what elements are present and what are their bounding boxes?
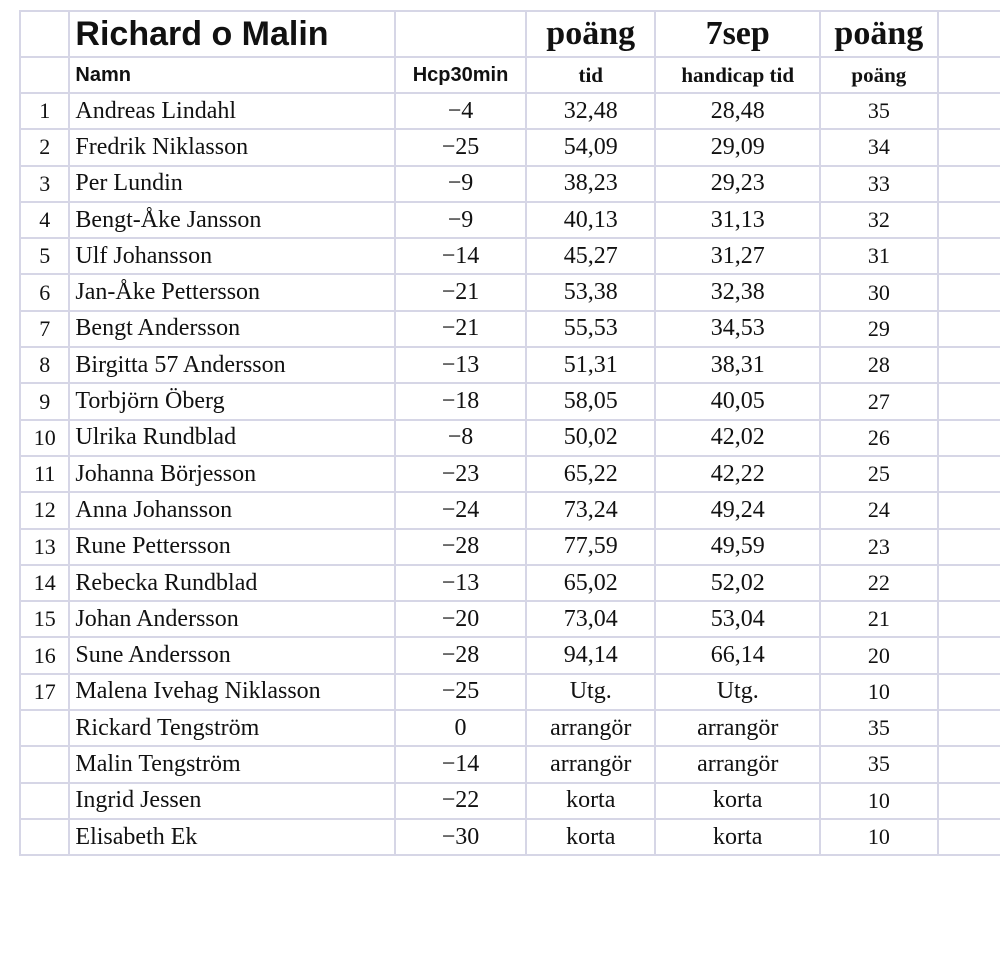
table-row xyxy=(20,529,1000,565)
header-tid[interactable]: tid xyxy=(526,57,655,93)
handicap-time-value[interactable]: 31,27 xyxy=(655,238,820,274)
time-value[interactable]: 38,23 xyxy=(526,166,655,202)
time-value[interactable]: Utg. xyxy=(526,674,655,710)
points-value[interactable]: 25 xyxy=(820,456,937,492)
player-name[interactable]: Johan Andersson xyxy=(69,601,395,637)
cell-empty[interactable] xyxy=(938,274,1000,310)
player-name[interactable]: Rickard Tengström xyxy=(69,710,395,746)
handicap-time-value[interactable]: 40,05 xyxy=(655,383,820,419)
hcp-value[interactable]: −30 xyxy=(395,819,526,855)
row-number[interactable]: 13 xyxy=(20,529,69,565)
points-value[interactable]: 35 xyxy=(820,746,937,782)
time-value[interactable]: 73,24 xyxy=(526,492,655,528)
table-row xyxy=(20,238,1000,274)
hcp-value[interactable]: −22 xyxy=(395,783,526,819)
points-value[interactable]: 20 xyxy=(820,637,937,673)
time-value[interactable]: 40,13 xyxy=(526,202,655,238)
title-row xyxy=(20,11,1000,57)
handicap-time-value[interactable]: 52,02 xyxy=(655,565,820,601)
row-number[interactable] xyxy=(20,783,69,819)
time-value[interactable]: 65,02 xyxy=(526,565,655,601)
handicap-time-value[interactable]: korta xyxy=(655,819,820,855)
points-value[interactable]: 10 xyxy=(820,783,937,819)
table-row xyxy=(20,274,1000,310)
cell-empty[interactable] xyxy=(938,710,1000,746)
handicap-time-value[interactable]: korta xyxy=(655,783,820,819)
hcp-value[interactable]: −8 xyxy=(395,420,526,456)
player-name[interactable]: Anna Johansson xyxy=(69,492,395,528)
sheet-title[interactable]: Richard o Malin xyxy=(69,11,395,57)
player-name[interactable]: Rebecka Rundblad xyxy=(69,565,395,601)
points-value[interactable]: 35 xyxy=(820,710,937,746)
table-row xyxy=(20,420,1000,456)
points-value[interactable]: 27 xyxy=(820,383,937,419)
table-row xyxy=(20,819,1000,855)
table-row xyxy=(20,710,1000,746)
handicap-time-value[interactable]: 29,23 xyxy=(655,166,820,202)
hcp-value[interactable]: −14 xyxy=(395,238,526,274)
handicap-time-value[interactable]: arrangör xyxy=(655,746,820,782)
hcp-value[interactable]: −25 xyxy=(395,129,526,165)
handicap-time-value[interactable]: 32,38 xyxy=(655,274,820,310)
row-number[interactable]: 7 xyxy=(20,311,69,347)
time-value[interactable]: korta xyxy=(526,819,655,855)
handicap-time-value[interactable]: 42,02 xyxy=(655,420,820,456)
row-number[interactable] xyxy=(20,819,69,855)
row-number[interactable]: 1 xyxy=(20,93,69,129)
cell-empty[interactable] xyxy=(20,57,69,93)
time-value[interactable]: korta xyxy=(526,783,655,819)
row-number[interactable]: 15 xyxy=(20,601,69,637)
points-value[interactable]: 24 xyxy=(820,492,937,528)
results-table-body xyxy=(20,11,1000,855)
cell-empty[interactable] xyxy=(938,93,1000,129)
cell-empty[interactable] xyxy=(938,674,1000,710)
hcp-value[interactable]: −14 xyxy=(395,746,526,782)
table-row xyxy=(20,129,1000,165)
cell-empty[interactable] xyxy=(938,11,1000,57)
handicap-time-value[interactable]: 31,13 xyxy=(655,202,820,238)
row-number[interactable]: 12 xyxy=(20,492,69,528)
cell-empty[interactable] xyxy=(938,311,1000,347)
time-value[interactable]: arrangör xyxy=(526,746,655,782)
cell-empty[interactable] xyxy=(395,11,526,57)
table-row xyxy=(20,601,1000,637)
points-value[interactable]: 22 xyxy=(820,565,937,601)
handicap-time-value[interactable]: 66,14 xyxy=(655,637,820,673)
row-number[interactable]: 11 xyxy=(20,456,69,492)
row-number[interactable]: 5 xyxy=(20,238,69,274)
table-row xyxy=(20,311,1000,347)
handicap-time-value[interactable]: 28,48 xyxy=(655,93,820,129)
row-number[interactable]: 8 xyxy=(20,347,69,383)
cell-empty[interactable] xyxy=(938,565,1000,601)
handicap-time-value[interactable]: 42,22 xyxy=(655,456,820,492)
player-name[interactable]: Fredrik Niklasson xyxy=(69,129,395,165)
table-row xyxy=(20,383,1000,419)
hcp-value[interactable]: −18 xyxy=(395,383,526,419)
hcp-value[interactable]: −9 xyxy=(395,202,526,238)
time-value[interactable]: 45,27 xyxy=(526,238,655,274)
player-name[interactable]: Birgitta 57 Andersson xyxy=(69,347,395,383)
time-value[interactable]: 54,09 xyxy=(526,129,655,165)
time-value[interactable]: 53,38 xyxy=(526,274,655,310)
cell-empty[interactable] xyxy=(938,420,1000,456)
cell-empty[interactable] xyxy=(938,637,1000,673)
cell-empty[interactable] xyxy=(938,601,1000,637)
column-header-row xyxy=(20,57,1000,93)
player-name[interactable]: Per Lundin xyxy=(69,166,395,202)
player-name[interactable]: Bengt-Åke Jansson xyxy=(69,202,395,238)
row-number[interactable] xyxy=(20,710,69,746)
time-value[interactable]: 51,31 xyxy=(526,347,655,383)
handicap-time-value[interactable]: 49,24 xyxy=(655,492,820,528)
points-value[interactable]: 26 xyxy=(820,420,937,456)
player-name[interactable]: Rune Pettersson xyxy=(69,529,395,565)
player-name[interactable]: Andreas Lindahl xyxy=(69,93,395,129)
player-name[interactable]: Malin Tengström xyxy=(69,746,395,782)
hcp-value[interactable]: −21 xyxy=(395,311,526,347)
player-name[interactable]: Ulrika Rundblad xyxy=(69,420,395,456)
time-value[interactable]: 55,53 xyxy=(526,311,655,347)
table-row xyxy=(20,456,1000,492)
hcp-value[interactable]: −9 xyxy=(395,166,526,202)
table-row xyxy=(20,674,1000,710)
player-name[interactable]: Sune Andersson xyxy=(69,637,395,673)
cell-empty[interactable] xyxy=(938,783,1000,819)
header-points[interactable]: poäng xyxy=(820,57,937,93)
cell-empty[interactable] xyxy=(938,57,1000,93)
cell-empty[interactable] xyxy=(938,129,1000,165)
player-name[interactable]: Torbjörn Öberg xyxy=(69,383,395,419)
handicap-time-value[interactable]: Utg. xyxy=(655,674,820,710)
table-row xyxy=(20,166,1000,202)
hcp-value[interactable]: 0 xyxy=(395,710,526,746)
table-row xyxy=(20,565,1000,601)
points-value[interactable]: 31 xyxy=(820,238,937,274)
time-value[interactable]: 50,02 xyxy=(526,420,655,456)
table-row xyxy=(20,637,1000,673)
cell-empty[interactable] xyxy=(938,347,1000,383)
row-number[interactable]: 6 xyxy=(20,274,69,310)
table-row xyxy=(20,93,1000,129)
cell-empty[interactable] xyxy=(938,166,1000,202)
points-value[interactable]: 34 xyxy=(820,129,937,165)
time-value[interactable]: 94,14 xyxy=(526,637,655,673)
hcp-value[interactable]: −28 xyxy=(395,637,526,673)
time-value[interactable]: 73,04 xyxy=(526,601,655,637)
row-number[interactable]: 10 xyxy=(20,420,69,456)
points-value[interactable]: 28 xyxy=(820,347,937,383)
row-number[interactable]: 3 xyxy=(20,166,69,202)
points-value[interactable]: 32 xyxy=(820,202,937,238)
handicap-time-value[interactable]: 53,04 xyxy=(655,601,820,637)
cell-empty[interactable] xyxy=(938,492,1000,528)
time-value[interactable]: 77,59 xyxy=(526,529,655,565)
time-value[interactable]: 65,22 xyxy=(526,456,655,492)
header-name[interactable]: Namn xyxy=(69,57,395,93)
points-value[interactable]: 21 xyxy=(820,601,937,637)
handicap-time-value[interactable]: 38,31 xyxy=(655,347,820,383)
handicap-time-value[interactable]: arrangör xyxy=(655,710,820,746)
player-name[interactable]: Ingrid Jessen xyxy=(69,783,395,819)
handicap-time-value[interactable]: 34,53 xyxy=(655,311,820,347)
cell-empty[interactable] xyxy=(938,238,1000,274)
hcp-value[interactable]: −28 xyxy=(395,529,526,565)
player-name[interactable]: Bengt Andersson xyxy=(69,311,395,347)
points-value[interactable]: 35 xyxy=(820,93,937,129)
handicap-time-value[interactable]: 49,59 xyxy=(655,529,820,565)
table-row xyxy=(20,492,1000,528)
hcp-value[interactable]: −25 xyxy=(395,674,526,710)
points-value[interactable]: 23 xyxy=(820,529,937,565)
player-name[interactable]: Johanna Börjesson xyxy=(69,456,395,492)
hcp-value[interactable]: −24 xyxy=(395,492,526,528)
results-table xyxy=(19,10,1000,856)
time-value[interactable]: 32,48 xyxy=(526,93,655,129)
points-value[interactable]: 10 xyxy=(820,819,937,855)
player-name[interactable]: Elisabeth Ek xyxy=(69,819,395,855)
time-value[interactable]: 58,05 xyxy=(526,383,655,419)
hcp-value[interactable]: −21 xyxy=(395,274,526,310)
points-value[interactable]: 33 xyxy=(820,166,937,202)
row-number[interactable] xyxy=(20,746,69,782)
cell-empty[interactable] xyxy=(20,11,69,57)
row-number[interactable]: 17 xyxy=(20,674,69,710)
cell-empty[interactable] xyxy=(938,456,1000,492)
row-number[interactable]: 2 xyxy=(20,129,69,165)
hcp-value[interactable]: −4 xyxy=(395,93,526,129)
header-handicap[interactable]: handicap tid xyxy=(655,57,820,93)
player-name[interactable]: Malena Ivehag Niklasson xyxy=(69,674,395,710)
time-value[interactable]: arrangör xyxy=(526,710,655,746)
table-row xyxy=(20,746,1000,782)
header-hcp[interactable]: Hcp30min xyxy=(395,57,526,93)
row-number[interactable]: 9 xyxy=(20,383,69,419)
row-number[interactable]: 14 xyxy=(20,565,69,601)
hcp-value[interactable]: −13 xyxy=(395,565,526,601)
row-number[interactable]: 16 xyxy=(20,637,69,673)
hcp-value[interactable]: −13 xyxy=(395,347,526,383)
header-points-top[interactable]: poäng xyxy=(820,11,937,57)
cell-empty[interactable] xyxy=(938,383,1000,419)
cell-empty[interactable] xyxy=(938,746,1000,782)
row-number[interactable]: 4 xyxy=(20,202,69,238)
header-tid-top[interactable]: poäng xyxy=(526,11,655,57)
spreadsheet xyxy=(19,10,1000,856)
cell-empty[interactable] xyxy=(938,529,1000,565)
header-handicap-top[interactable]: 7sep xyxy=(655,11,820,57)
table-row xyxy=(20,783,1000,819)
table-row xyxy=(20,202,1000,238)
cell-empty[interactable] xyxy=(938,819,1000,855)
player-name[interactable]: Jan-Åke Pettersson xyxy=(69,274,395,310)
handicap-time-value[interactable]: 29,09 xyxy=(655,129,820,165)
hcp-value[interactable]: −20 xyxy=(395,601,526,637)
hcp-value[interactable]: −23 xyxy=(395,456,526,492)
points-value[interactable]: 10 xyxy=(820,674,937,710)
table-row xyxy=(20,347,1000,383)
player-name[interactable]: Ulf Johansson xyxy=(69,238,395,274)
cell-empty[interactable] xyxy=(938,202,1000,238)
points-value[interactable]: 29 xyxy=(820,311,937,347)
points-value[interactable]: 30 xyxy=(820,274,937,310)
